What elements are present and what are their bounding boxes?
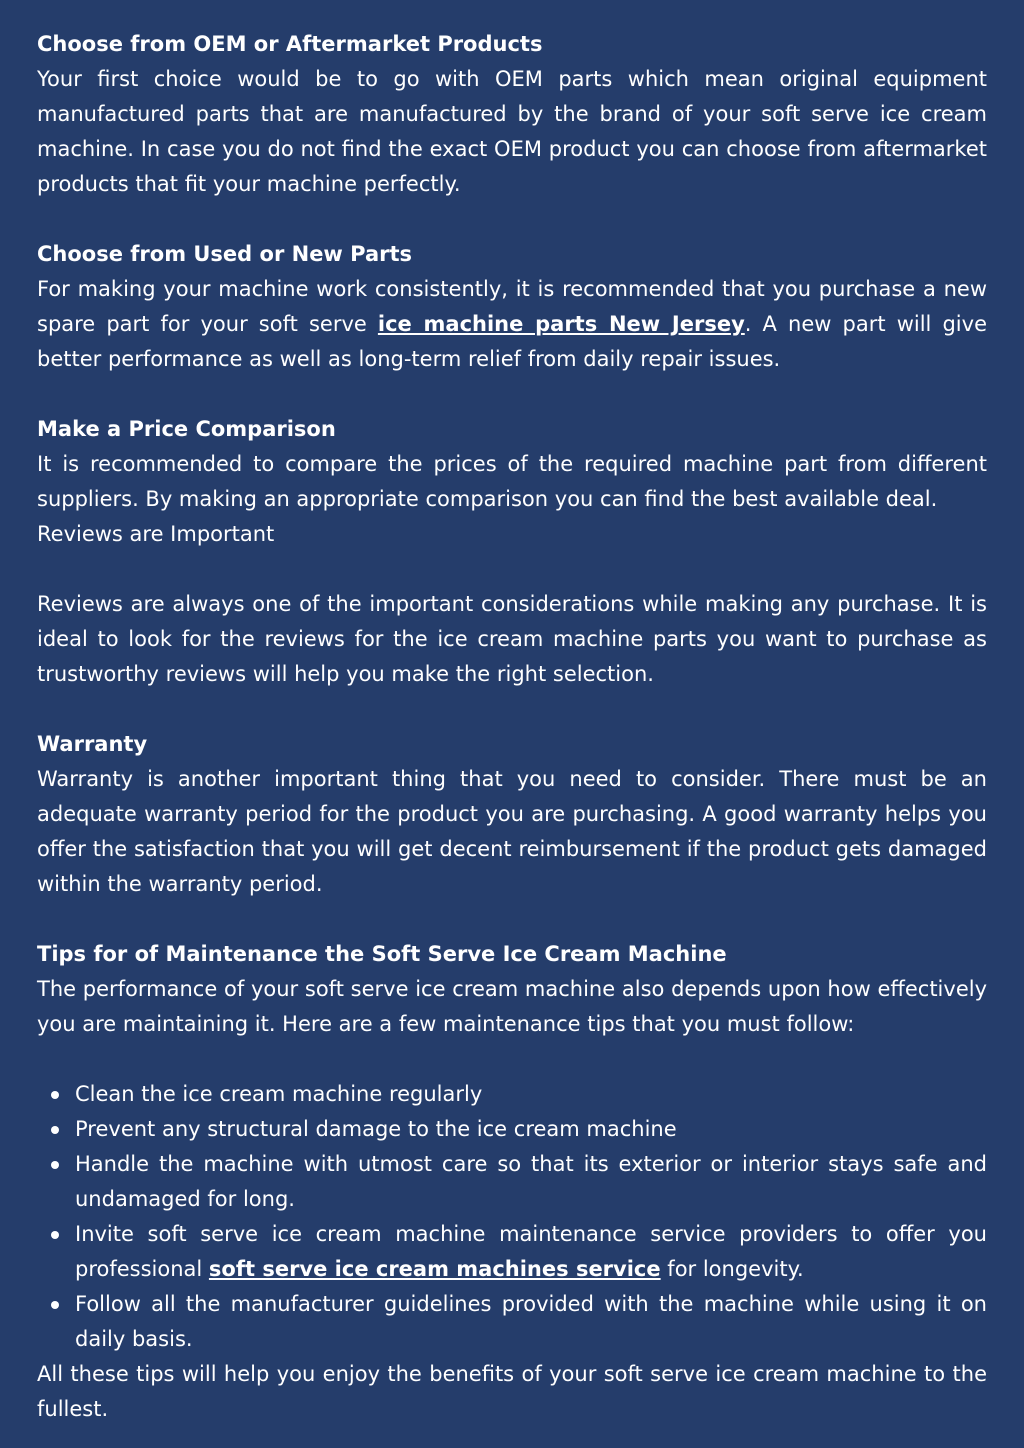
section-body: Your first choice would be to go with OEM parts which mean original equipment manufactured parts that are manufactured by the brand of your soft serve ice cream machine. In case you do not find the exact OEM product you can choose from aftermarket products that fit your machine perfectly.	[37, 67, 987, 196]
tip-text: for longevity.	[660, 1257, 804, 1281]
closing-paragraph: All these tips will help you enjoy the benefits of your soft serve ice cream machine to the fullest.	[37, 1362, 987, 1421]
tip-text: Clean the ice cream machine regularly	[75, 1082, 483, 1106]
tip-text: Prevent any structural damage to the ice cream machine	[75, 1117, 677, 1141]
section-body	[37, 272, 987, 377]
tips-list	[37, 1077, 987, 1357]
section-oem-aftermarket	[37, 27, 987, 202]
bullet-icon	[51, 1161, 59, 1169]
section-heading: Tips for of Maintenance the Soft Serve Ice Cream Machine	[37, 942, 727, 966]
section-heading: Warranty	[37, 732, 148, 756]
section-price-comparison	[37, 412, 987, 552]
section-warranty	[37, 727, 987, 902]
tip-text: Follow all the manufacturer guidelines provided with the machine while using it on daily basis.	[75, 1292, 987, 1351]
section-body: It is recommended to compare the prices of the required machine part from different suppliers. By making an appropriate comparison you can find the best available deal.	[37, 452, 987, 511]
section-heading: Choose from OEM or Aftermarket Products	[37, 32, 543, 56]
bullet-icon	[51, 1231, 59, 1239]
section-body: Reviews are always one of the important considerations while making any purchase. It is ideal to look for the reviews for the ice cream machine parts you want to purchase as trustworthy reviews will help you make the right selection.	[37, 592, 987, 686]
section-heading: Make a Price Comparison	[37, 417, 336, 441]
section-heading: Choose from Used or New Parts	[37, 242, 413, 266]
tips-list-section	[37, 1077, 987, 1427]
tip-text: Invite soft serve ice cream machine maintenance service providers to offer you professional	[75, 1222, 987, 1281]
tip-text: Handle the machine with utmost care so that its exterior or interior stays safe and undamaged for long.	[75, 1152, 987, 1211]
ice-cream-machines-service-link[interactable]: soft serve ice cream machines service	[208, 1257, 661, 1281]
section-used-new-parts	[37, 237, 987, 377]
section-maintenance-tips	[37, 937, 987, 1042]
list-item	[75, 1217, 987, 1287]
list-item	[75, 1287, 987, 1357]
bullet-icon	[51, 1301, 59, 1309]
body-text: . A new part will give better performance as well as long-term relief from daily repair issues.	[37, 312, 987, 371]
list-item	[75, 1112, 987, 1147]
body-text: For making your machine work consistently, it is recommended that you purchase a new spare part for your soft serve	[37, 277, 987, 336]
list-item	[75, 1147, 987, 1217]
ice-machine-parts-link[interactable]: ice machine parts New Jersey	[377, 312, 745, 336]
reviews-subheading: Reviews are Important	[37, 522, 275, 546]
section-body: The performance of your soft serve ice cream machine also depends upon how effectively you are maintaining it. Here are a few maintenance tips that you must follow:	[37, 977, 987, 1036]
section-reviews	[37, 587, 987, 692]
bullet-icon	[51, 1091, 59, 1099]
section-body: Warranty is another important thing that you need to consider. There must be an adequate warranty period for the product you are purchasing. A good warranty helps you offer the satisfaction that you will get decent reimbursement if the product gets damaged within the warranty period.	[37, 767, 987, 896]
bullet-icon	[51, 1126, 59, 1134]
list-item	[75, 1077, 987, 1112]
